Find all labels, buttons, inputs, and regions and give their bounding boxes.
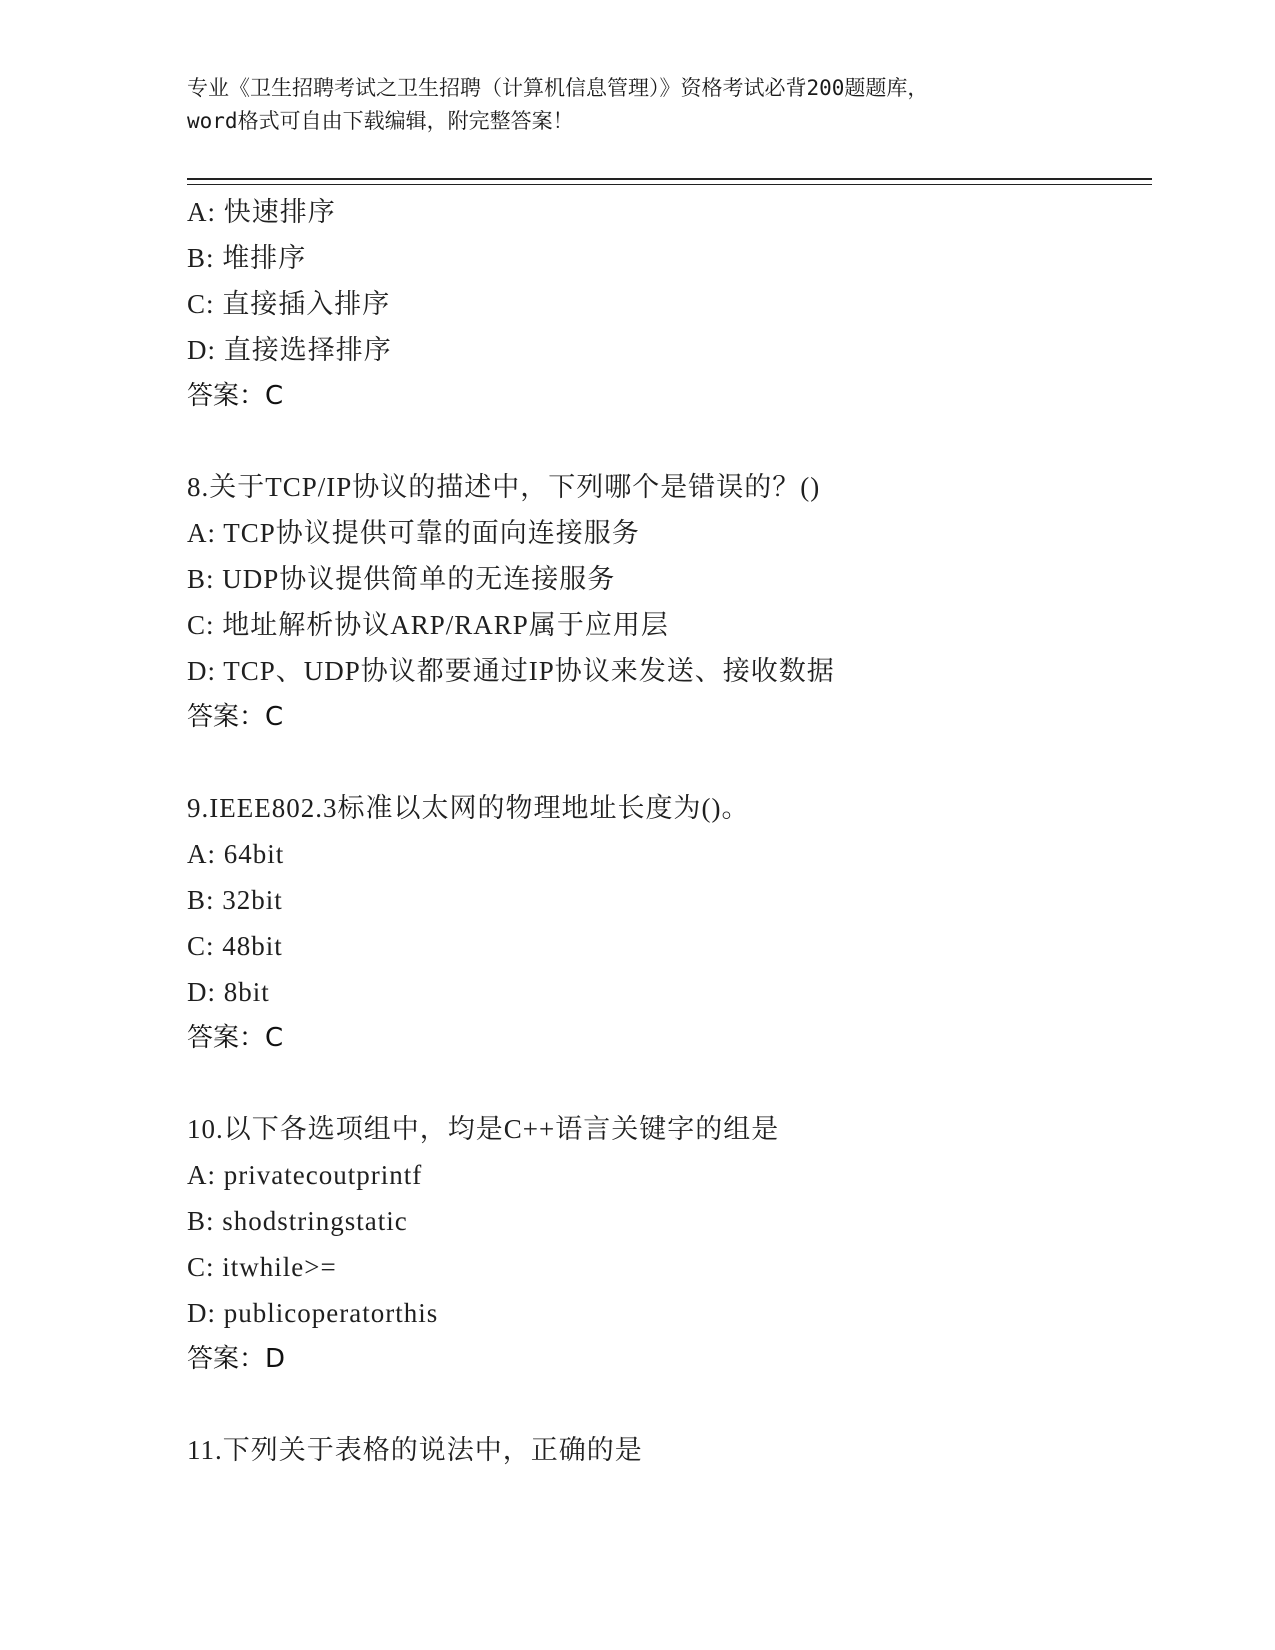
option-c: C: 直接插入排序 [187,289,391,319]
header-line-2: word格式可自由下载编辑，附完整答案！ [187,109,574,133]
document-header [187,72,1087,138]
answer-label: 答案：D [187,1344,286,1374]
question-text: 10.以下各选项组中，均是C++语言关键字的组是 [187,1114,780,1144]
spacer [187,1382,1147,1427]
question-text: 8.关于TCP/IP协议的描述中，下列哪个是错误的？() [187,472,821,502]
option-d: D: 直接选择排序 [187,335,392,365]
option-a: A: 64bit [187,839,285,869]
option-c: C: itwhile>= [187,1252,337,1282]
spacer [187,419,1147,464]
header-line-1: 专业《卫生招聘考试之卫生招聘（计算机信息管理）》资格考试必背200题题库， [187,76,929,100]
option-c: C: 地址解析协议ARP/RARP属于应用层 [187,610,669,640]
question-11 [187,1427,1147,1473]
question-7 [187,189,1147,419]
option-d: D: publicoperatorthis [187,1298,439,1328]
option-d: D: 8bit [187,977,270,1007]
question-8 [187,464,1147,740]
answer-label: 答案：C [187,381,284,411]
question-9 [187,785,1147,1061]
option-b: B: shodstringstatic [187,1206,408,1236]
question-10 [187,1106,1147,1382]
option-b: B: 堆排序 [187,243,307,273]
header-divider-thin [187,184,1152,185]
option-d: D: TCP、UDP协议都要通过IP协议来发送、接收数据 [187,656,835,686]
question-text: 9.IEEE802.3标准以太网的物理地址长度为()。 [187,793,750,823]
option-a: A: 快速排序 [187,197,336,227]
option-a: A: privatecoutprintf [187,1160,423,1190]
option-b: B: 32bit [187,885,283,915]
option-b: B: UDP协议提供简单的无连接服务 [187,564,616,594]
option-c: C: 48bit [187,931,283,961]
spacer [187,1061,1147,1106]
spacer [187,740,1147,785]
question-list [187,189,1147,1473]
answer-label: 答案：C [187,1023,284,1053]
header-divider-thick [187,178,1152,180]
question-text: 11.下列关于表格的说法中，正确的是 [187,1435,643,1465]
option-a: A: TCP协议提供可靠的面向连接服务 [187,518,640,548]
answer-label: 答案：C [187,702,284,732]
